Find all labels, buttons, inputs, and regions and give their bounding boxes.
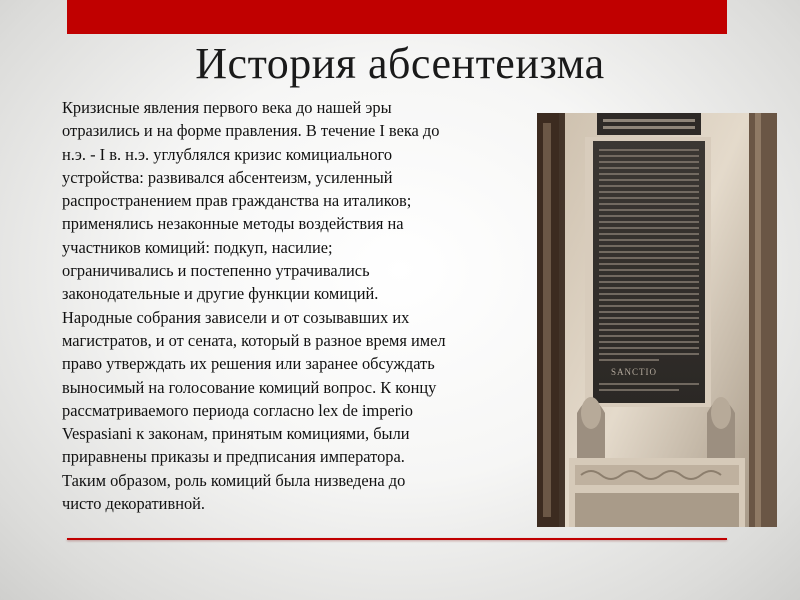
top-accent-bar bbox=[67, 0, 727, 34]
bottom-accent-line bbox=[67, 538, 727, 540]
slide-body-text: Кризисные явления первого века до нашей эры отразились и на форме правления. В течение I века до н.э. - I в. н.э. углублялся кризис комициального устройства: развивался абсентеизм, усиленный распространением прав гражданства на италиков; применялись незаконные методы воздействия на участников комиций: подкуп, насилие; ограничивались и постепенно утрачивались законодательные и другие функции комиций. Народные собрания зависели и от созывавших их магистратов, и от сената, который в разное время имел право утверждать их решения или заранее обсуждать выносимый на голосование комиций вопрос. К концу рассматриваемого периода согласно lex de imperio Vespasiani к законам, принятым комициями, были приравнены приказы и предписания императора. Таким образом, роль комиций была низведена до чисто декоративной. bbox=[62, 98, 446, 514]
slide-title: История абсентеизма bbox=[195, 39, 605, 88]
lex-de-imperio-photo bbox=[537, 113, 777, 527]
inscription-text: SANCTIO bbox=[611, 367, 658, 377]
